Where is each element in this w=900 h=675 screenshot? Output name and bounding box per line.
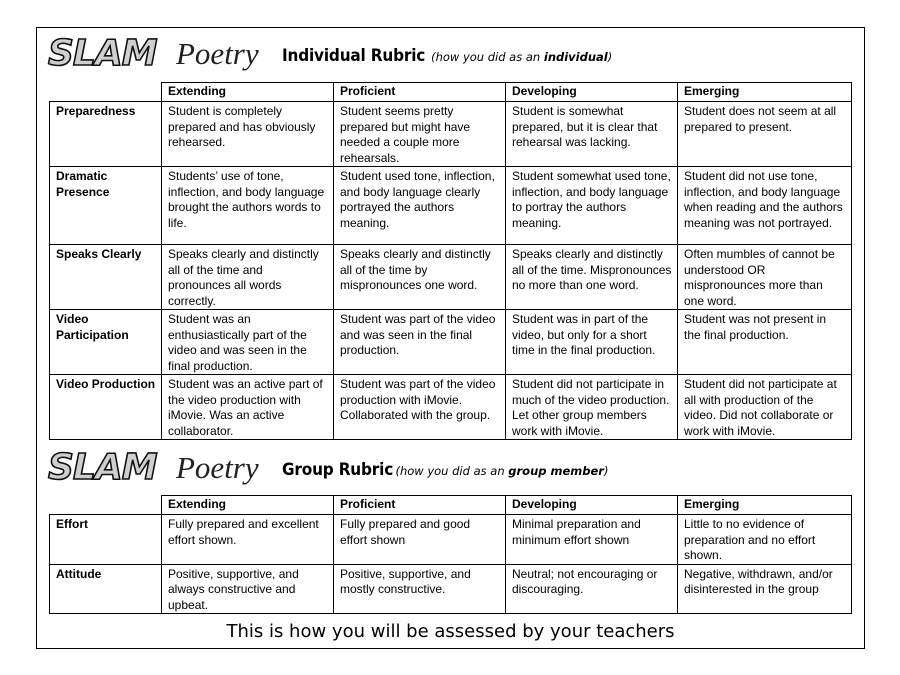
column-header: Extending: [162, 83, 334, 102]
column-header: Extending: [162, 496, 334, 515]
criterion-cell: Speaks Clearly: [50, 245, 162, 310]
criterion-cell: Dramatic Presence: [50, 167, 162, 245]
criterion-cell: Preparedness: [50, 102, 162, 167]
rubric-cell: Student was part of the video production with iMovie. Collaborated with the group.: [334, 375, 506, 440]
criterion-cell: Video Production: [50, 375, 162, 440]
individual-rubric-table: [49, 82, 852, 440]
header-blank-cell: [50, 83, 162, 102]
rubric-cell: Student did not participate at all with production of the video. Did not collaborate or work with iMovie.: [678, 375, 852, 440]
group-rubric-subtitle: (how you did as an group member): [395, 464, 609, 478]
logo-slam-word: SLAM: [48, 33, 157, 74]
rubric-cell: Students’ use of tone, inflection, and body language brought the authors words to life.: [162, 167, 334, 245]
rubric-cell: Student did not participate in much of the video production. Let other group members work with iMovie.: [506, 375, 678, 440]
rubric-cell: Little to no evidence of preparation and no effort shown.: [678, 515, 852, 565]
table-row: [50, 310, 852, 375]
column-header: Proficient: [334, 496, 506, 515]
rubric-cell: Minimal preparation and minimum effort shown: [506, 515, 678, 565]
criterion-cell: Video Participation: [50, 310, 162, 375]
slam-poetry-logo: [46, 448, 278, 488]
group-rubric-title: Group Rubric: [282, 460, 394, 480]
rubric-cell: Speaks clearly and distinctly all of the time and pronounces all words correctly.: [162, 245, 334, 310]
rubric-cell: Student somewhat used tone, inflection, and body language to portray the authors meaning.: [506, 167, 678, 245]
rubric-cell: Student is somewhat prepared, but it is clear that rehearsal was lacking.: [506, 102, 678, 167]
header-blank-cell: [50, 496, 162, 515]
rubric-cell: Student does not seem at all prepared to present.: [678, 102, 852, 167]
rubric-cell: Student was an enthusiastically part of the video and was seen in the final production.: [162, 310, 334, 375]
individual-rubric-header: [46, 34, 612, 74]
rubric-cell: Positive, supportive, and mostly constructive.: [334, 564, 506, 614]
table-row: [50, 375, 852, 440]
column-header: Proficient: [334, 83, 506, 102]
column-header: Emerging: [678, 496, 852, 515]
individual-rubric-subtitle: (how you did as an individual): [431, 50, 613, 64]
table-row: [50, 564, 852, 614]
rubric-cell: Speaks clearly and distinctly all of the time. Mispronounces no more than one word.: [506, 245, 678, 310]
individual-rubric-title: Individual Rubric: [282, 46, 426, 66]
rubric-cell: Student is completely prepared and has obviously rehearsed.: [162, 102, 334, 167]
table-row: [50, 515, 852, 565]
rubric-cell: Student was not present in the final production.: [678, 310, 852, 375]
rubric-cell: Negative, withdrawn, and/or disinterested in the group: [678, 564, 852, 614]
slam-poetry-logo: [46, 34, 278, 74]
rubric-cell: Student seems pretty prepared but might have needed a couple more rehearsals.: [334, 102, 506, 167]
table-row: [50, 245, 852, 310]
table-row: [50, 102, 852, 167]
criterion-cell: Effort: [50, 515, 162, 565]
rubric-cell: Student was an active part of the video production with iMovie. Was an active collaborator.: [162, 375, 334, 440]
rubric-cell: Positive, supportive, and always constructive and upbeat.: [162, 564, 334, 614]
rubric-cell: Fully prepared and good effort shown: [334, 515, 506, 565]
rubric-cell: Student used tone, inflection, and body language clearly portrayed the authors meaning.: [334, 167, 506, 245]
rubric-cell: Fully prepared and excellent effort shown.: [162, 515, 334, 565]
rubric-cell: Often mumbles of cannot be understood OR mispronounces more than one word.: [678, 245, 852, 310]
group-rubric-header: [46, 448, 608, 488]
group-rubric-table: [49, 495, 852, 614]
table-header-row: [50, 496, 852, 515]
column-header: Developing: [506, 83, 678, 102]
column-header: Developing: [506, 496, 678, 515]
rubric-cell: Neutral; not encouraging or discouraging.: [506, 564, 678, 614]
logo-poetry-script: Poetry: [176, 450, 259, 485]
column-header: Emerging: [678, 83, 852, 102]
table-header-row: [50, 83, 852, 102]
rubric-cell: Student did not use tone, inflection, and body language when reading and the authors meaning was not portrayed.: [678, 167, 852, 245]
assessment-footer: This is how you will be assessed by your teachers: [226, 621, 675, 642]
rubric-cell: Student was in part of the video, but only for a short time in the final production.: [506, 310, 678, 375]
rubric-cell: Speaks clearly and distinctly all of the time by mispronounces one word.: [334, 245, 506, 310]
rubric-cell: Student was part of the video and was seen in the final production.: [334, 310, 506, 375]
criterion-cell: Attitude: [50, 564, 162, 614]
logo-poetry-script: Poetry: [176, 36, 259, 71]
logo-slam-word: SLAM: [48, 447, 157, 488]
table-row: [50, 167, 852, 245]
